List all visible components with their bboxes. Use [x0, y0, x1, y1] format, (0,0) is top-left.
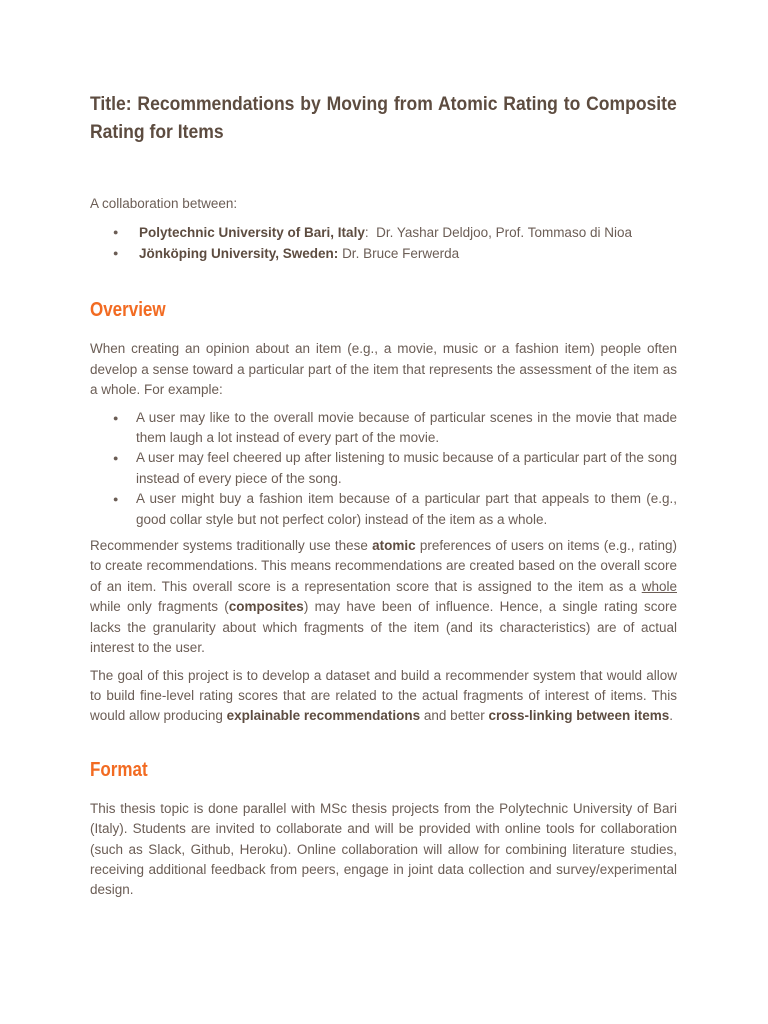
- overview-paragraph-3: [90, 666, 677, 727]
- people-names: Dr. Yashar Deldjoo, Prof. Tommaso di Nioa: [376, 225, 632, 241]
- collaboration-list: [90, 222, 677, 264]
- format-paragraph: This thesis topic is done parallel with MSc thesis projects from the Polytechnic University of Bari (Italy). Students are invited to collaborate and will be provided with online tools for collaboration (such as Slack, Github, Heroku). Online collaboration will allow for combining literature studies, receiving additional feedback from peers, engage in joint data collection and survey/experimental design.: [90, 800, 677, 898]
- text-run: and better: [420, 708, 489, 724]
- text-run: ) may have been of influence. Hence, a single rating score lacks the granularity about which fragments of the item (and its characteristics) are of actual interest to the user.: [90, 599, 677, 656]
- collaboration-intro: A collaboration between:: [90, 196, 238, 211]
- people-names: Dr. Bruce Ferwerda: [342, 246, 460, 262]
- collaboration-item-bari: [90, 222, 677, 243]
- underline-whole: whole: [641, 578, 677, 594]
- collaboration-item-jonkoping: [90, 243, 677, 264]
- examples-list: [90, 408, 677, 530]
- separator: :: [364, 225, 369, 241]
- institution-name: Jönköping University, Sweden:: [139, 246, 339, 262]
- overview-paragraph-1: When creating an opinion about an item (e.g., a movie, music or a fashion item) people often develop a sense toward a particular part of the item that represents the assessment of the item as a whole. For example:: [90, 341, 677, 398]
- example-item-fashion: ● A user might buy a fashion item because of a particular part that appeals to them (e.g., good collar style but not perfect color) instead of the item as a whole.: [90, 489, 677, 530]
- emphasis-explainable: explainable recommendations: [226, 708, 421, 724]
- text-run: while only fragments (: [90, 599, 229, 615]
- text-run: .: [669, 708, 674, 724]
- text-run: Recommender systems traditionally use these: [90, 538, 373, 554]
- text-run: preferences of users on items (e.g., rating) to create recommendations. This means recommendations are created based on the overall score of an item. This overall score is a representation score that is assigned to the item as a: [90, 538, 677, 594]
- overview-paragraph-2: [90, 536, 677, 658]
- emphasis-composites: composites: [228, 599, 304, 615]
- emphasis-atomic: atomic: [372, 538, 416, 554]
- institution-name: Polytechnic University of Bari, Italy: [139, 225, 365, 241]
- example-item-music: ● A user may feel cheered up after listening to music because of a particular part of the song instead of every piece of the song.: [90, 448, 677, 489]
- overview-heading: Overview: [90, 299, 166, 322]
- document-content: [90, 90, 677, 901]
- format-heading: Format: [90, 758, 148, 781]
- document-title: Title: Recommendations by Moving from Atomic Rating to Composite Rating for Items: [90, 93, 677, 143]
- text-run: The goal of this project is to develop a dataset and build a recommender system that would allow to build fine-level rating scores that are related to the actual fragments of interest of items. This would allow producing: [90, 667, 677, 724]
- emphasis-cross-linking: cross-linking between items: [488, 708, 670, 724]
- example-item-movie: ● A user may like to the overall movie because of particular scenes in the movie that made them laugh a lot instead of every part of the movie.: [90, 408, 677, 449]
